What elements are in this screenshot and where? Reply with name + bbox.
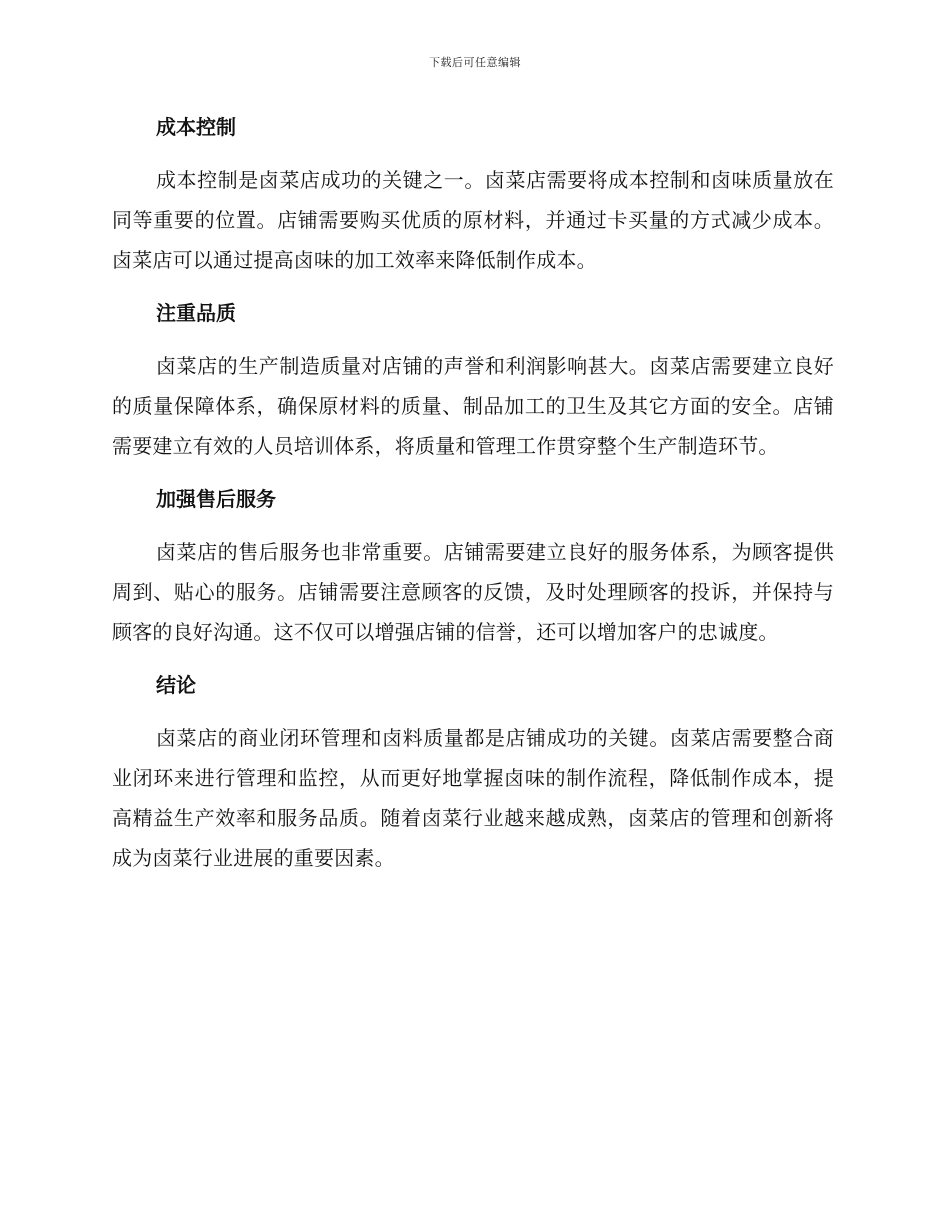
- section-paragraph: 卤菜店的生产制造质量对店铺的声誉和利润影响甚大。卤菜店需要建立良好的质量保障体系，确保原材料的质量、制品加工的卫生及其它方面的安全。店铺需要建立有效的人员培训体系，将质量和管理工作贯穿整个生产制造环节。: [112, 354, 834, 458]
- section-quality: [112, 296, 834, 466]
- page-header-note: 下载后可任意编辑: [429, 56, 521, 69]
- section-paragraph: 卤菜店的售后服务也非常重要。店铺需要建立良好的服务体系，为顾客提供周到、贴心的服务。店铺需要注意顾客的反馈，及时处理顾客的投诉，并保持与顾客的良好沟通。这不仅可以增强店铺的信誉，还可以增加客户的忠诚度。: [112, 540, 834, 644]
- section-heading: 成本控制: [156, 115, 236, 139]
- section-paragraph: 成本控制是卤菜店成功的关键之一。卤菜店需要将成本控制和卤味质量放在同等重要的位置。店铺需要购买优质的原材料，并通过卡买量的方式减少成本。卤菜店可以通过提高卤味的加工效率来降低制作成本。: [112, 168, 834, 272]
- section-after-sales: [112, 482, 834, 652]
- section-cost-control: [112, 110, 834, 280]
- section-paragraph: 卤菜店的商业闭环管理和卤料质量都是店铺成功的关键。卤菜店需要整合商业闭环来进行管理和监控，从而更好地掌握卤味的制作流程，降低制作成本，提高精益生产效率和服务品质。随着卤菜行业越来越成熟，卤菜店的管理和创新将成为卤菜行业进展的重要因素。: [112, 726, 834, 870]
- section-heading: 加强售后服务: [156, 487, 276, 511]
- section-conclusion: [112, 668, 834, 878]
- section-heading: 注重品质: [156, 301, 236, 325]
- document-content: [112, 110, 834, 894]
- section-heading: 结论: [156, 673, 196, 697]
